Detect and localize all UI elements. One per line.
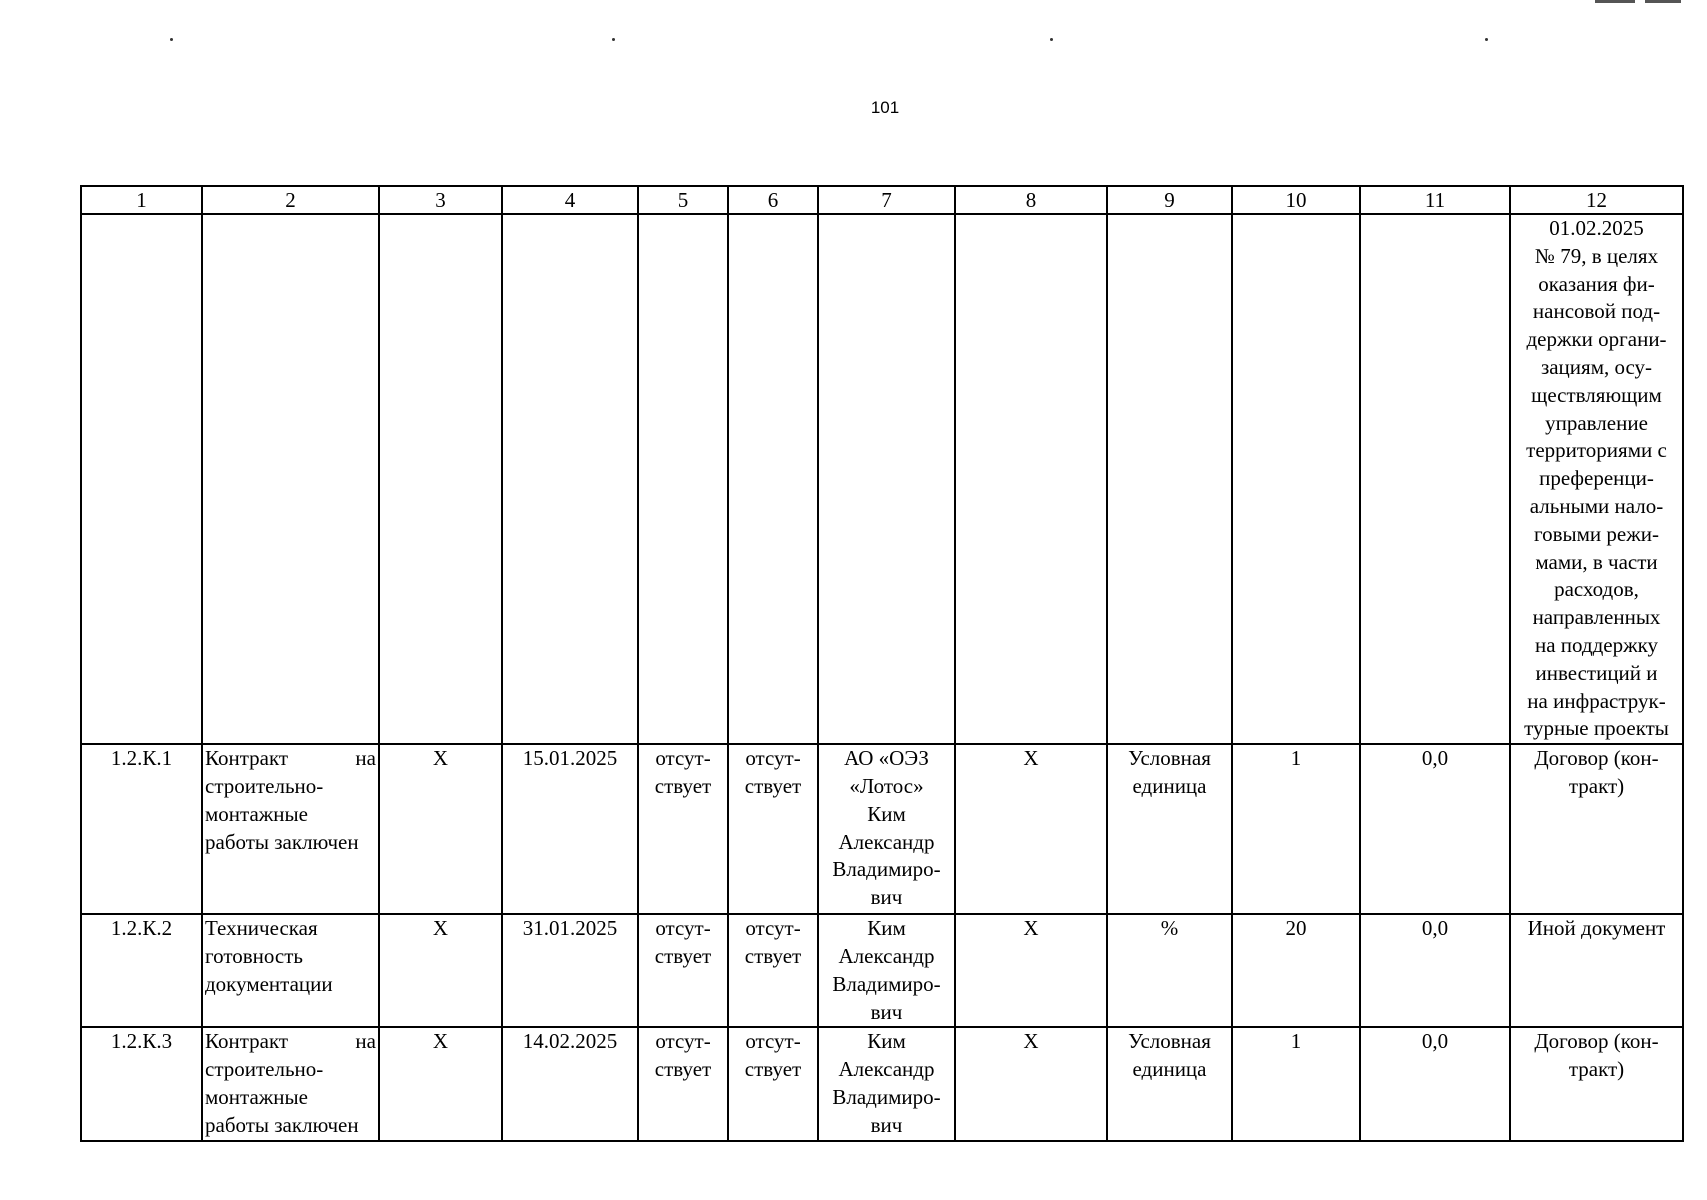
event-name: Контракт на строительно-монтажные работы заключен: [202, 1027, 379, 1140]
absent-cell: отсут- ствует: [728, 914, 818, 1027]
row-number: 1.2.К.3: [81, 1027, 202, 1140]
document-cell: Договор (кон- тракт): [1510, 1027, 1683, 1140]
value-cell: 1: [1232, 1027, 1360, 1140]
column-number: 1: [81, 186, 202, 214]
column-number: 4: [502, 186, 638, 214]
value-cell: 20: [1232, 914, 1360, 1027]
table-cell: [202, 214, 379, 744]
column-number: 12: [1510, 186, 1683, 214]
table-cell: [1232, 214, 1360, 744]
event-name: Техническая готовность документации: [202, 914, 379, 1027]
table-cell: [502, 214, 638, 744]
schedule-table: [80, 185, 1684, 1142]
amount-cell: 0,0: [1360, 914, 1510, 1027]
table-cell: [638, 214, 728, 744]
column-number-row: [81, 186, 1683, 214]
continuation-row: [81, 214, 1683, 744]
scan-dot: [1050, 38, 1053, 41]
column-number: 10: [1232, 186, 1360, 214]
column-number: 9: [1107, 186, 1232, 214]
scan-dot: [1485, 38, 1488, 41]
absent-cell: отсут- ствует: [638, 744, 728, 914]
absent-cell: отсут- ствует: [728, 1027, 818, 1140]
column-number: 2: [202, 186, 379, 214]
document-cell: Иной документ: [1510, 914, 1683, 1027]
table-cell: [1107, 214, 1232, 744]
column-number: 6: [728, 186, 818, 214]
cell-x: X: [379, 914, 502, 1027]
document-cell: Договор (кон- тракт): [1510, 744, 1683, 914]
unit-cell: Условная единица: [1107, 1027, 1232, 1140]
date-cell: 15.01.2025: [502, 744, 638, 914]
unit-cell: %: [1107, 914, 1232, 1027]
table-cell: [818, 214, 955, 744]
table-cell: [728, 214, 818, 744]
column-number: 3: [379, 186, 502, 214]
document-basis-continued: 01.02.2025 № 79, в целях оказания фи- нансовой под- держки органи- зациям, осу- ществляющим управление территориями с преференци- альными нало- говыми режи- мами, в части расходов, направленных на поддержку инвестиций и на инфраструк- турные проекты: [1510, 214, 1683, 744]
event-name: Контракт на строительно-монтажные работы заключен: [202, 744, 379, 914]
scan-dot: [170, 38, 173, 41]
table-cell: [955, 214, 1107, 744]
column-number: 11: [1360, 186, 1510, 214]
table-row: [81, 1027, 1683, 1140]
table-cell: [1360, 214, 1510, 744]
date-cell: 31.01.2025: [502, 914, 638, 1027]
responsible-cell: Ким Александр Владимиро- вич: [818, 914, 955, 1027]
cell-x: X: [955, 744, 1107, 914]
value-cell: 1: [1232, 744, 1360, 914]
table-row: [81, 744, 1683, 914]
absent-cell: отсут- ствует: [638, 914, 728, 1027]
table-row: [81, 914, 1683, 1027]
table-cell: [81, 214, 202, 744]
scan-corner-mark: [1645, 0, 1681, 3]
row-number: 1.2.К.1: [81, 744, 202, 914]
page-number: 101: [870, 98, 900, 117]
absent-cell: отсут- ствует: [728, 744, 818, 914]
scan-corner-mark: [1595, 0, 1635, 3]
cell-x: X: [955, 914, 1107, 1027]
absent-cell: отсут- ствует: [638, 1027, 728, 1140]
row-number: 1.2.К.2: [81, 914, 202, 1027]
column-number: 8: [955, 186, 1107, 214]
unit-cell: Условная единица: [1107, 744, 1232, 914]
amount-cell: 0,0: [1360, 1027, 1510, 1140]
date-cell: 14.02.2025: [502, 1027, 638, 1140]
responsible-cell: АО «ОЭЗ «Лотос» Ким Александр Владимиро- вич: [818, 744, 955, 914]
column-number: 7: [818, 186, 955, 214]
scan-dot: [612, 38, 615, 41]
responsible-cell: Ким Александр Владимиро- вич: [818, 1027, 955, 1140]
cell-x: X: [379, 1027, 502, 1140]
amount-cell: 0,0: [1360, 744, 1510, 914]
cell-x: X: [955, 1027, 1107, 1140]
column-number: 5: [638, 186, 728, 214]
cell-x: X: [379, 744, 502, 914]
table-cell: [379, 214, 502, 744]
